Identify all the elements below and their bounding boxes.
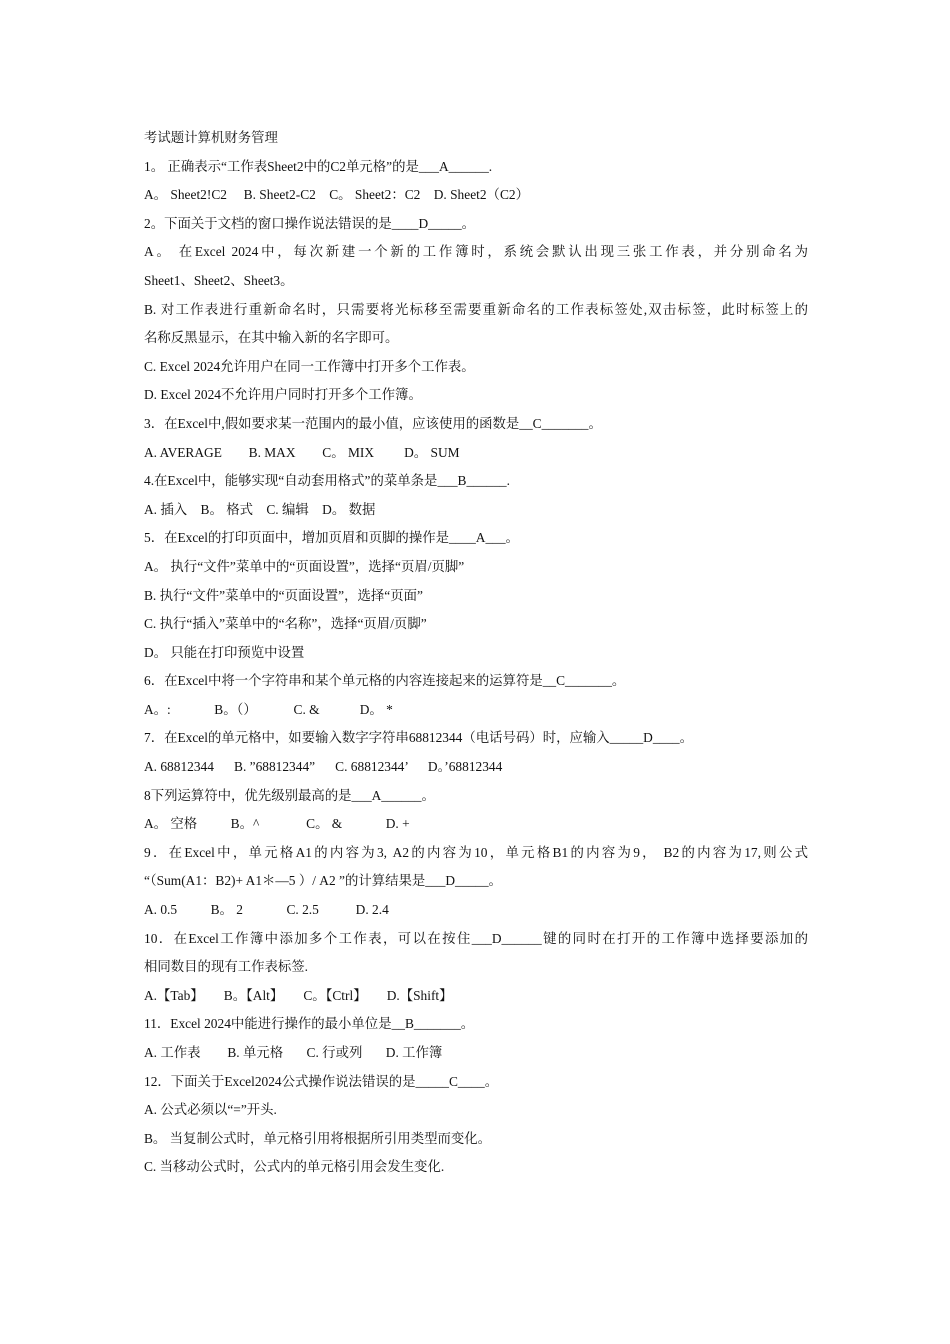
- text-line: 9．在Excel中，单元格A1的内容为3, A2的内容为10，单元格B1的内容为9， B2的内容为17,则公式: [144, 844, 808, 860]
- text-line: 4.在Excel中，能够实现“自动套用格式”的菜单条是___B______.: [144, 473, 510, 489]
- text-line: “（Sum(A1：B2)+ A1＊—5 ）/ A2 ”的计算结果是___D_____。: [144, 873, 502, 889]
- text-line: 11．Excel 2024中能进行操作的最小单位是__B_______。: [144, 1016, 475, 1032]
- text-line: C. 当移动公式时，公式内的单元格引用会发生变化.: [144, 1159, 445, 1175]
- text-line: 10．在Excel工作簿中添加多个工作表，可以在按住___D______键的同时在打开的工作簿中选择要添加的: [144, 930, 808, 946]
- text-line: A. AVERAGE B. MAX C。 MIX D。 SUM: [144, 444, 460, 460]
- text-line: 2。下面关于文档的窗口操作说法错误的是____D_____。: [144, 215, 476, 231]
- text-line: A. 68812344 B. ”68812344” C. 68812344’ D。’68812344: [144, 759, 503, 775]
- text-line: A. 工作表 B. 单元格 C. 行或列 D. 工作簿: [144, 1045, 443, 1060]
- text-line: 12．下面关于Excel2024公式操作说法错误的是_____C____。: [144, 1073, 499, 1089]
- text-line: A. 插入 B。 格式 C. 编辑 D。 数据: [144, 501, 376, 517]
- text-line: 名称反黑显示，在其中输入新的名字即可。: [144, 330, 399, 346]
- text-line: B. 对工作表进行重新命名时，只需要将光标移至需要重新命名的工作表标签处,双击标签，此时标签上的: [144, 301, 808, 317]
- text-line: 8下列运算符中，优先级别最高的是___A______。: [144, 787, 435, 803]
- text-line: 5．在Excel的打印页面中，增加页眉和页脚的操作是____A___。: [144, 530, 519, 546]
- text-line: C. 执行“插入”菜单中的“名称”，选择“页眉/页脚”: [144, 616, 427, 632]
- text-line: B。 当复制公式时，单元格引用将根据所引用类型而变化。: [144, 1130, 492, 1146]
- text-line: 6．在Excel中将一个字符串和某个单元格的内容连接起来的运算符是__C_______。: [144, 673, 626, 689]
- text-line: Sheet1、Sheet2、Sheet3。: [144, 272, 294, 288]
- text-line: A。: B。（） C. & D。 *: [144, 701, 393, 717]
- text-line: A. 0.5 B。 2 C. 2.5 D. 2.4: [144, 902, 389, 918]
- text-line: A。 在Excel 2024中，每次新建一个新的工作簿时，系统会默认出现三张工作表，并分别命名为: [144, 244, 808, 260]
- text-line: A。 空格 B。^ C。 & D. +: [144, 816, 410, 832]
- text-line: 1。 正确表示“工作表Sheet2中的C2单元格”的是___A______.: [144, 158, 493, 174]
- text-line: A。 Sheet2!C2 B. Sheet2-C2 C。 Sheet2：C2 D. Sheet2（C2）: [144, 187, 529, 203]
- text-line: 相同数目的现有工作表标签.: [144, 959, 309, 975]
- question-lines: [144, 153, 808, 1182]
- text-line: C. Excel 2024允许用户在同一工作簿中打开多个工作表。: [144, 358, 475, 374]
- text-line: A.【Tab】 B。【Alt】 C。【Ctrl】 D.【Shift】: [144, 987, 453, 1003]
- text-line: 7．在Excel的单元格中，如要输入数字字符串68812344（电话号码）时，应输入_____D____。: [144, 730, 693, 746]
- text-line: D. Excel 2024不允许用户同时打开多个工作簿。: [144, 387, 422, 403]
- text-line: B. 执行“文件”菜单中的“页面设置”，选择“页面”: [144, 587, 423, 603]
- document-title: 考试题计算机财务管理: [144, 130, 278, 145]
- text-line: A。 执行“文件”菜单中的“页面设置”，选择“页眉/页脚”: [144, 558, 465, 574]
- text-line: D。 只能在打印预览中设置: [144, 644, 305, 660]
- text-line: 3．在Excel中,假如要求某一范围内的最小值，应该使用的函数是__C_______。: [144, 415, 602, 431]
- text-line: A. 公式必须以“=”开头.: [144, 1102, 277, 1118]
- document-body: [144, 124, 808, 1182]
